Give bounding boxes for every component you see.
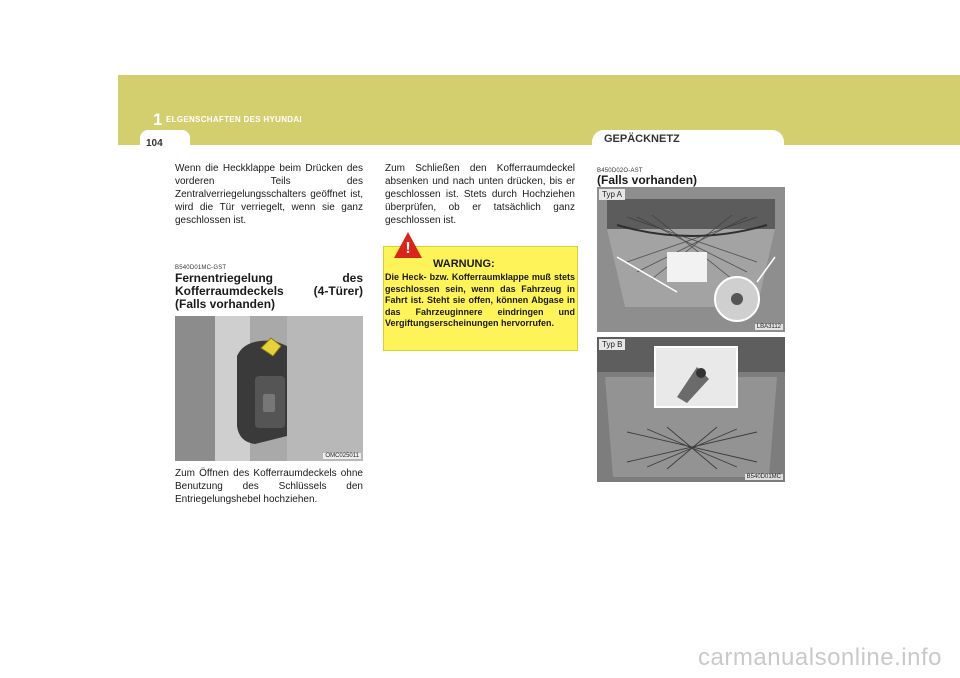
header-band bbox=[118, 75, 960, 145]
cargo-net-heading: (Falls vorhanden) bbox=[597, 173, 698, 187]
photo-label: OMC025011 bbox=[325, 453, 359, 459]
cargo-net-b-illustration bbox=[597, 337, 785, 482]
photo-b-label: B540D01MC bbox=[746, 474, 781, 480]
section-code-left: B540D01MC-GST bbox=[175, 265, 227, 271]
page-number: 104 bbox=[146, 138, 163, 149]
warning-text: Die Heck- bzw. Kofferraumklappe muß stets geschlossen sein, wenn das Fahrzeug in Fahrt ist. Steht sie offen, können Abgase in das Fahrzeuginnere eindringen und Vergiftungserscheinungen hervorrufen. bbox=[385, 272, 575, 328]
closing-paragraph: Zum Öffnen des Kofferraumdeckels ohne Benutzung des Schlüssels den Entriegelungshebel hochziehen. bbox=[175, 468, 363, 505]
chapter-number: 1 bbox=[153, 110, 163, 129]
closing-instructions: Zum Schließen den Kofferraumdeckel absenken und nach unten drücken, bis er geschlossen ist. Stets durch Hochziehen überprüfen, ob er tatsächlich ganz geschlossen ist. bbox=[385, 163, 575, 226]
type-b-label: Typ B bbox=[599, 339, 625, 350]
type-a-label: Typ A bbox=[599, 189, 625, 200]
chapter-title: ELGENSCHAFTEN DES HYUNDAI bbox=[166, 115, 302, 124]
remote-release-heading: Fernentriegelung des Kofferraumdeckels (4-Türer) (Falls vorhanden) bbox=[175, 271, 363, 311]
release-lever-illustration bbox=[175, 316, 363, 461]
cargo-net-a-illustration bbox=[597, 187, 785, 332]
warning-exclamation: ! bbox=[405, 240, 411, 257]
section-title: GEPÄCKNETZ bbox=[604, 133, 680, 145]
section-code-right: B450D02O-AST bbox=[597, 168, 643, 174]
warning-title: WARNUNG: bbox=[433, 258, 495, 270]
intro-paragraph: Wenn die Heckklappe beim Drücken des vorderen Teils des Zentralverriegelungsschalters geöffnet ist, wird die Tür verriegelt, wenn sie ganz geschlossen ist. bbox=[175, 163, 363, 226]
watermark: carmanualsonline.info bbox=[698, 644, 942, 671]
cargo-net-photo-a bbox=[597, 187, 785, 332]
photo-a-label: LBA3112 bbox=[756, 324, 781, 330]
trunk-release-photo bbox=[175, 316, 363, 461]
cargo-net-photo-b bbox=[597, 337, 785, 482]
